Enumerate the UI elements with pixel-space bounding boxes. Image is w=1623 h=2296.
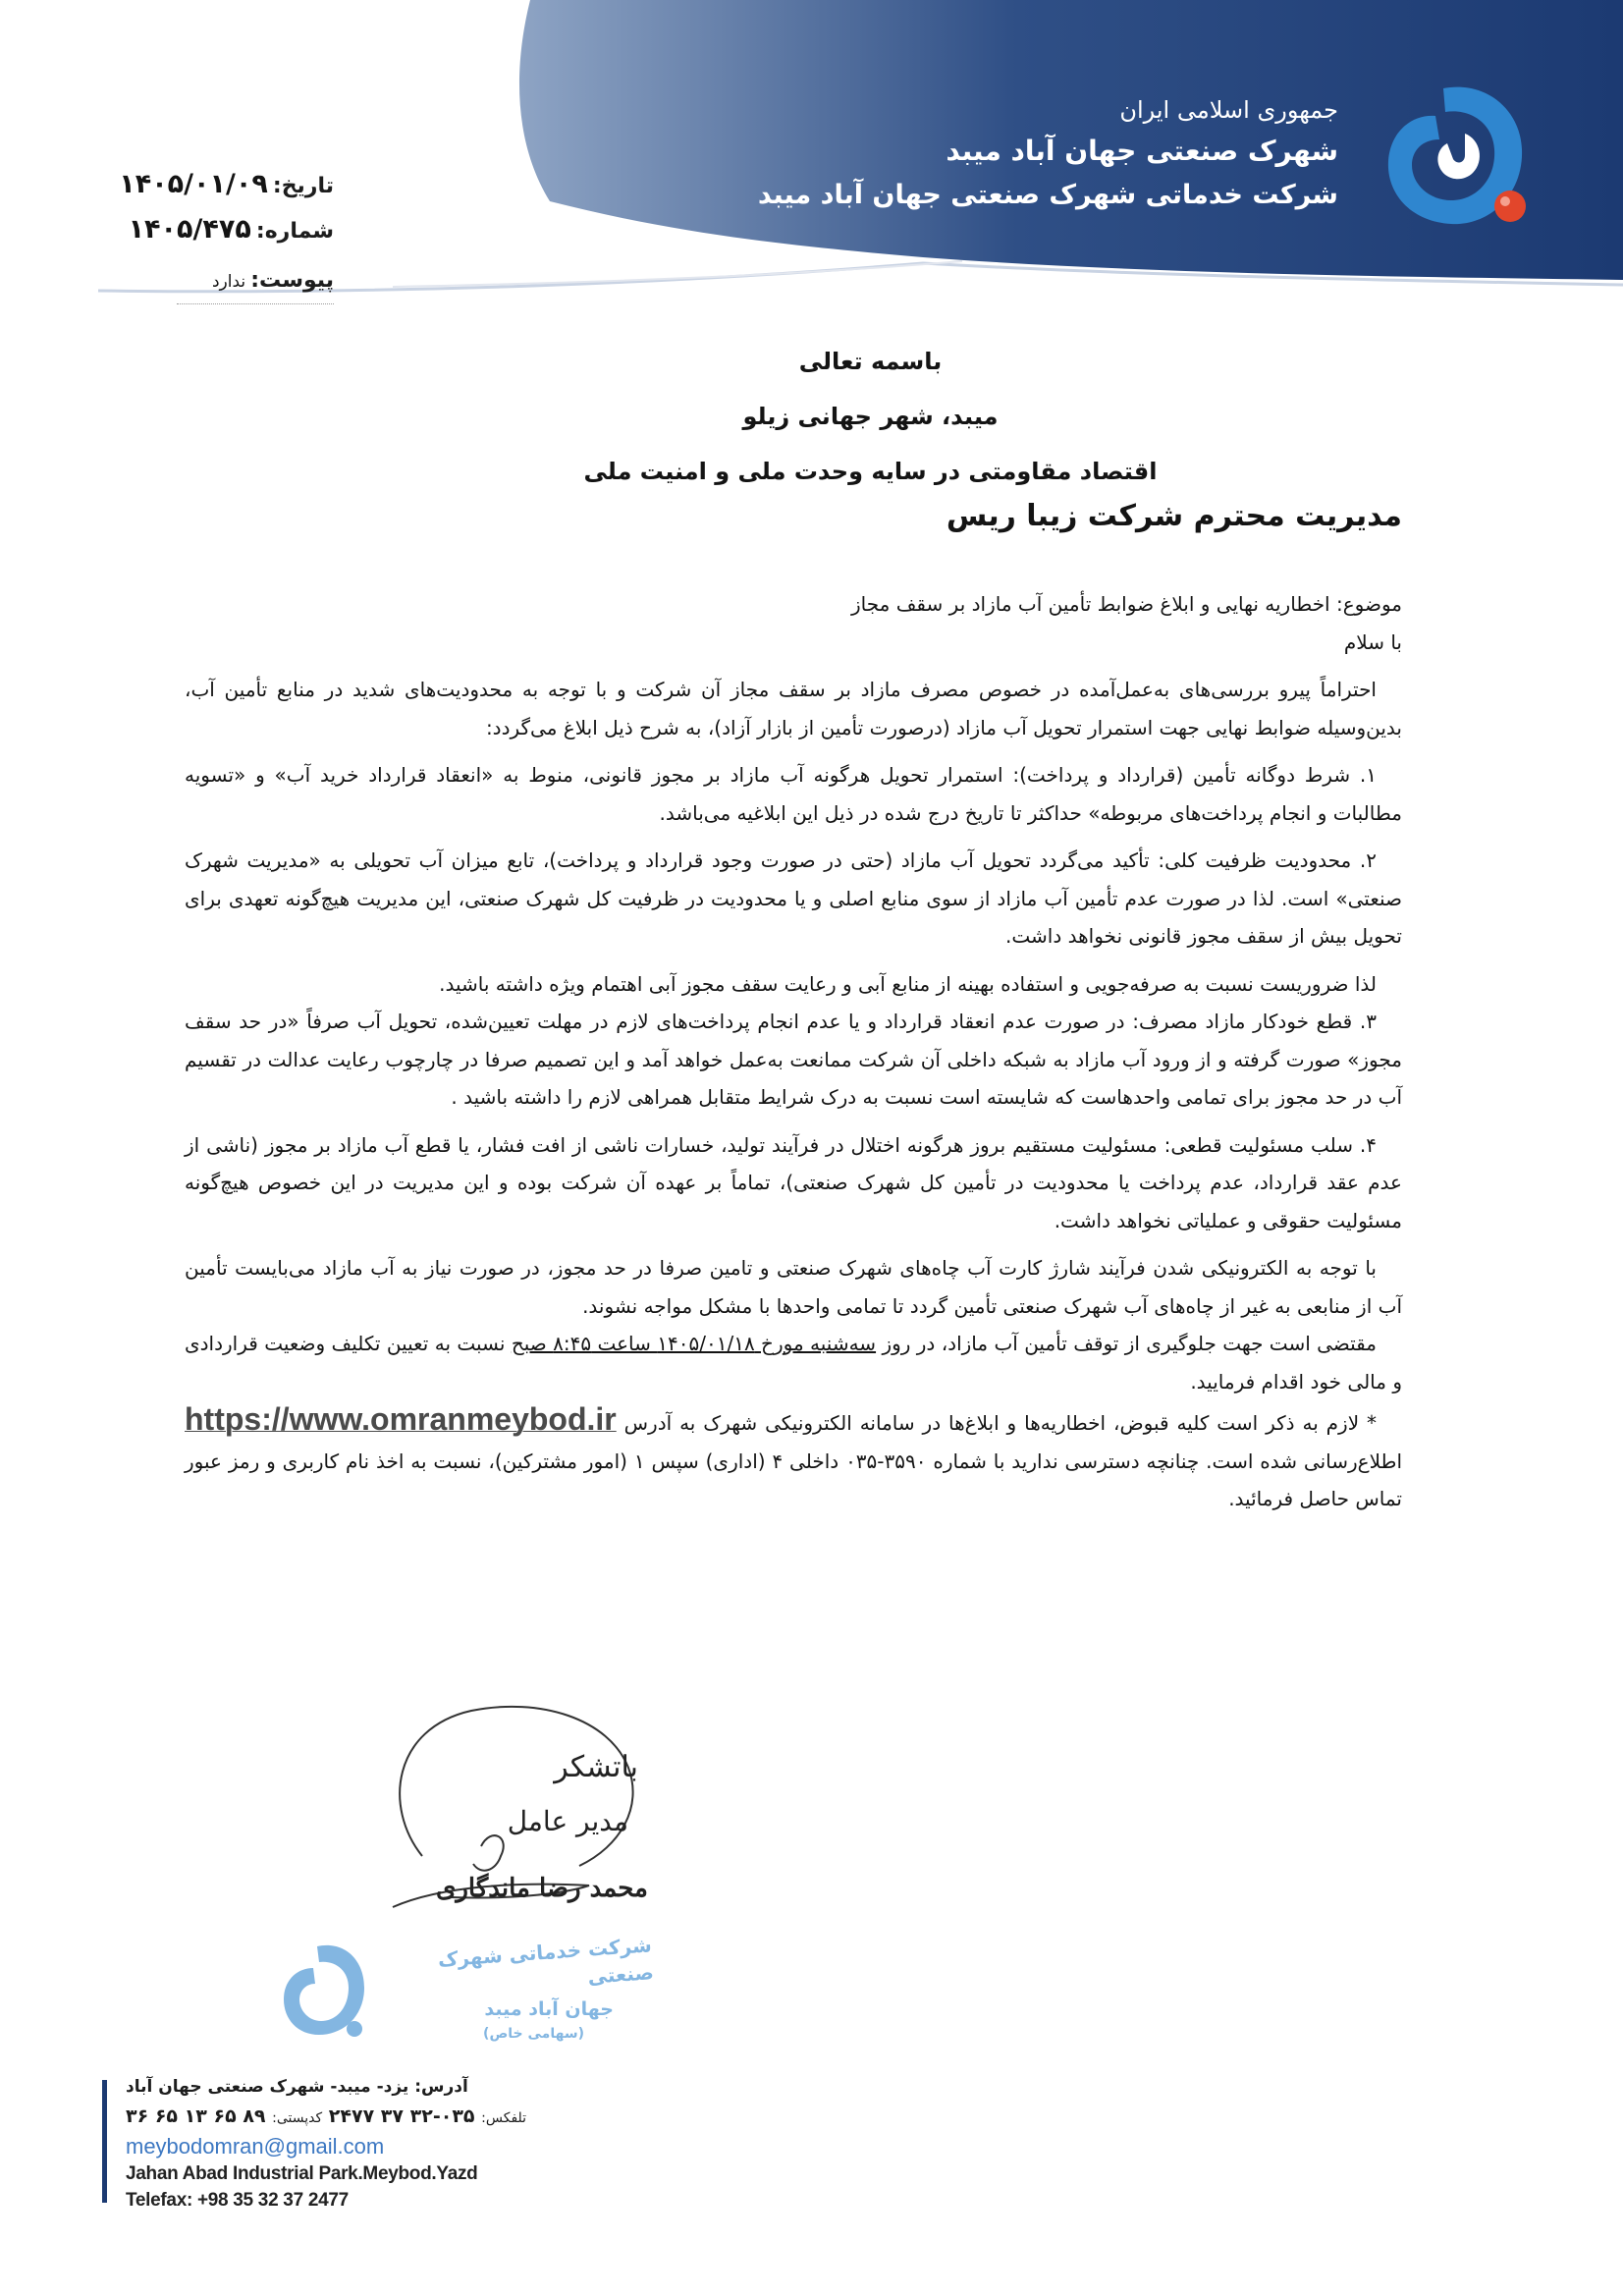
portal-note-paragraph	[185, 1400, 1402, 1518]
greeting: با سلام	[1343, 629, 1402, 654]
portal-website-link[interactable]: https://www.omranmeybod.ir	[185, 1401, 617, 1437]
portal-note-before: * لازم به ذکر است کلیه قبوض، اخطاریه‌ها و ابلاغ‌ها در سامانه الکترونیکی شهرک به آدرس	[623, 1411, 1378, 1435]
company-name: شرکت خدماتی شهرک صنعتی جهان آباد میبد	[757, 180, 1338, 210]
deadline-text-before: مقتضی است جهت جلوگیری از توقف تأمین آب مازاد، در روز	[882, 1332, 1378, 1355]
stamp-line-1: شرکت خدماتی شهرک صنعتی	[437, 1933, 655, 1989]
letter-meta	[98, 162, 334, 304]
number-row	[98, 207, 334, 252]
deadline-date: سه‌شنبه مورخ ۱۴۰۵/۰۱/۱۸ ساعت ۸:۴۵ صبح	[511, 1332, 877, 1355]
year-slogan: اقتصاد مقاومتی در سایه وحدت ملی و امنیت ملی	[583, 458, 1158, 485]
city-slogan: میبد، شهر جهانی زیلو	[742, 403, 999, 430]
footer-postal-label: کدپستی:	[272, 2110, 323, 2126]
date-value: ۱۴۰۵/۰۱/۰۹	[119, 169, 268, 199]
footer-tel-value: ۰۳۵-۳۲ ۳۷ ۲۴۷۷	[328, 2105, 475, 2127]
footer-address-english: Jahan Abad Industrial Park.Meybod.Yazd	[126, 2163, 478, 2184]
intro-paragraph: احتراماً پیرو بررسی‌های به‌عمل‌آمده در خصوص مصرف مازاد بر سقف مجاز آن شرکت و با توجه به محدودیت‌های شدید در منابع تأمین آب، بدین‌وسیله ضوابط نهایی جهت استمرار تحویل آب مازاد (درصورت تأمین از بازار آزاد)، به شرح ذیل ابلاغ می‌گردد:	[185, 678, 1402, 739]
clause-3: ۳. قطع خودکار مازاد مصرف: در صورت عدم انعقاد قرارداد و یا عدم انجام پرداخت‌های لازم در مهلت تعیین‌شده، تحویل آب صرفاً «در حد سقف مجوز» صورت گرفته و از ورود آب مازاد به شبکه داخلی آن شرکت ممانعت به‌عمل خواهد آمد و این تصمیم صرفا در چارچوب رعایت عدالت در تقسیم آب در حد مجوز برای تمامی واحدهاست که شایسته است نسبت به درک شرایط متقابل همراهی لازم را داشته باشید .	[185, 1010, 1402, 1109]
stamp-line-2: جهان آباد میبد	[484, 1998, 614, 2020]
letter-body	[185, 585, 1402, 1518]
signature-block	[363, 1689, 658, 1925]
signatory-role: مدیر عامل	[507, 1805, 628, 1837]
portal-note-after: اطلاع‌رسانی شده است. چنانچه دسترسی ندارید با شماره ۳۵۹۰-۰۳۵ داخلی ۴ (اداری) سپس ۱ (امور مشترکین)، نسبت به اخذ نام کاربری و رمز عبور تماس حاصل فرمائید.	[185, 1449, 1402, 1510]
opening-headings	[0, 334, 1623, 499]
clause-4: ۴. سلب مسئولیت قطعی: مسئولیت مستقیم بروز هرگونه اختلال در فرآیند تولید، خسارات ناشی از افت فشار، یا قطع آب مازاد بر مجوز (ناشی از عدم عقد قرارداد، عدم پرداخت یا محدودیت در تأمین کل شهرک صنعتی)، تماماً بر عهده آن شرکت بوده و این مدیریت در این خصوص هیچ‌گونه مسئولیت حقوقی و عملیاتی نخواهد داشت.	[185, 1132, 1402, 1232]
date-row	[98, 162, 334, 207]
signature-thanks: باتشکر	[554, 1750, 638, 1784]
clause-1: ۱. شرط دوگانه تأمین (قرارداد و پرداخت): استمرار تحویل هرگونه آب مازاد بر مجوز قانونی، منوط به «انعقاد قرارداد خرید آب» و «تسویه مطالبات و انجام پرداخت‌های مربوطه» حداکثر تا تاریخ درج شده در ذیل این ابلاغیه می‌باشد.	[185, 763, 1402, 825]
footer-accent-bar	[102, 2080, 107, 2203]
number-label: شماره:	[255, 219, 334, 244]
number-value: ۱۴۰۵/۴۷۵	[128, 214, 251, 245]
footer-email[interactable]: meybodomran@gmail.com	[126, 2134, 385, 2159]
footer-address: آدرس: یزد- میبد- شهرک صنعتی جهان آباد	[126, 2077, 468, 2097]
attachment-value: ندارد	[211, 272, 246, 292]
addressee: مدیریت محترم شرکت زیبا ریس	[946, 499, 1402, 533]
company-logo-icon	[1375, 71, 1537, 238]
card-charge-paragraph: با توجه به الکترونیکی شدن فرآیند شارژ کارت آب چاه‌های شهرک صنعتی و تامین صرفا در حد مجوز، در صورت نیاز به آب مازاد می‌بایست تأمین آب از منابعی به غیر از چاه‌های آب شهرک صنعتی تأمین گردد تا تمامی واحدها با مشکل مواجه نشوند.	[185, 1256, 1402, 1318]
stamp-text	[378, 1933, 655, 2045]
attachment-label: پیوست:	[250, 268, 334, 293]
stamp-logo-icon	[280, 1937, 368, 2045]
footer-telefax-english: Telefax: +98 35 32 37 2477	[126, 2190, 349, 2211]
signatory-name: محمد رضا ماندگاری	[436, 1874, 648, 1903]
clause-2: ۲. محدودیت ظرفیت کلی: تأکید می‌گردد تحویل آب مازاد (حتی در صورت وجود قرارداد و پرداخت)، تابع میزان آب تحویلی به «مدیریت شهرک صنعتی» است. لذا در صورت عدم تأمین آب مازاد از سوی منابع اصلی و یا محدودیت در ظرفیت کل شهرک صنعتی، این مدیریت هیچ‌گونه تعهدی برای تحویل بیش از سقف مجوز قانونی نخواهد داشت.	[185, 848, 1402, 948]
date-label: تاریخ:	[272, 174, 334, 198]
attachment-row	[177, 258, 334, 304]
organization-titles	[730, 90, 1338, 218]
footer-postal-value: ۸۹ ۶۵ ۱۳ ۶۵ ۳۶	[126, 2105, 266, 2127]
footer-phone-postal	[126, 2102, 676, 2133]
subject-line: موضوع: اخطاریه نهایی و ابلاغ ضوابط تأمین آب مازاد بر سقف مجاز	[850, 592, 1402, 616]
footer-tel-label: تلفکس:	[481, 2110, 527, 2126]
deadline-text-after: نسبت به تعیین تکلیف وضعیت قراردادی و مالی خود اقدام فرمایید.	[185, 1332, 1402, 1394]
company-stamp	[280, 1933, 655, 2045]
invocation-heading: باسمه تعالی	[798, 348, 943, 375]
deadline-paragraph	[185, 1325, 1402, 1400]
letterhead-footer	[126, 2072, 676, 2214]
country-name: جمهوری اسلامی ایران	[1119, 96, 1338, 124]
stamp-line-3: (سهامی خاص)	[483, 2026, 584, 2042]
industrial-park-name: شهرک صنعتی جهان آباد میبد	[946, 135, 1338, 167]
clause-2-note: لذا ضروریست نسبت به صرفه‌جویی و استفاده بهینه از منابع آبی و رعایت سقف مجوز آبی اهتمام ویژه داشته باشید.	[439, 971, 1377, 996]
